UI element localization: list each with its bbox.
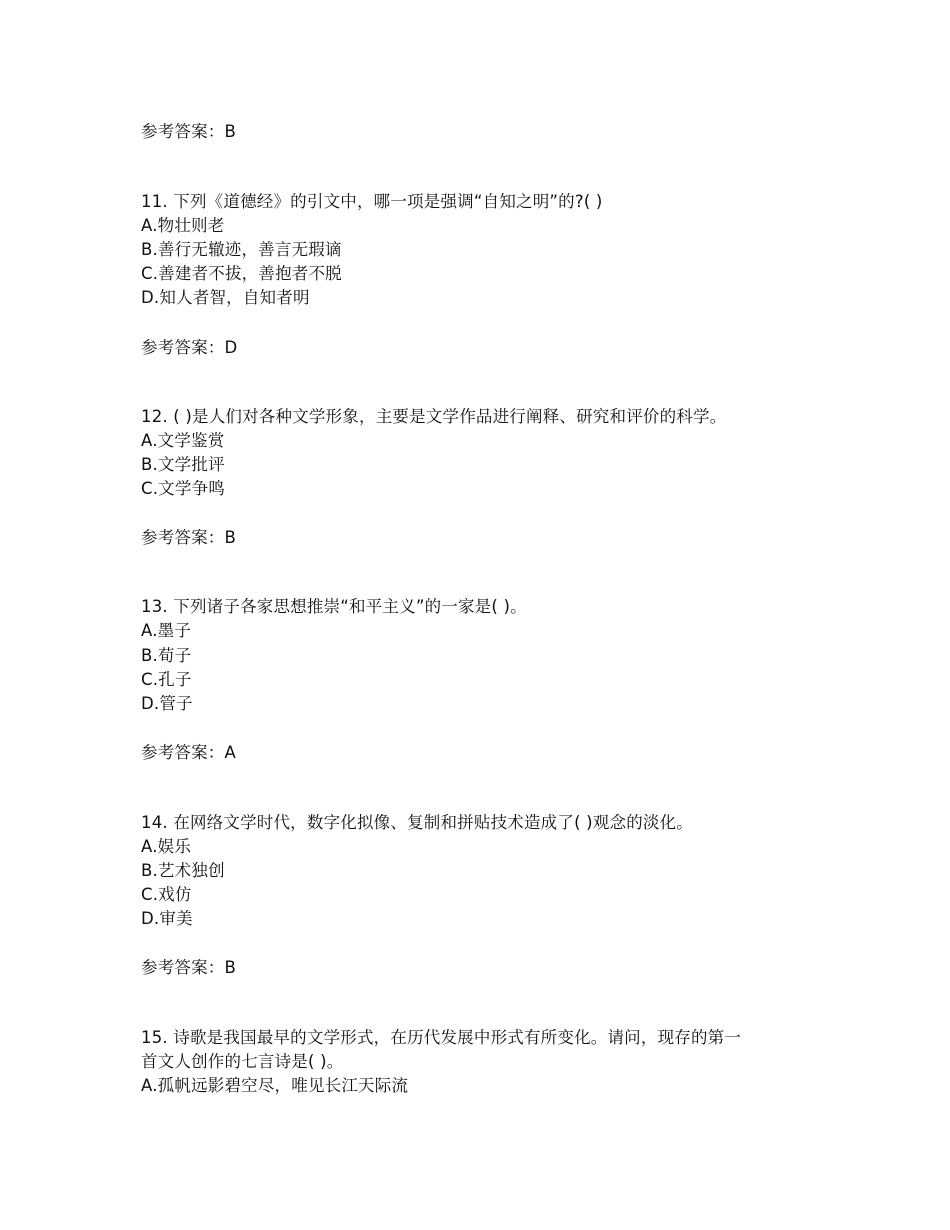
question-11-option-b: B.善行无辙迹，善言无瑕谪 <box>141 240 342 259</box>
question-13-option-d: D.管子 <box>141 694 193 713</box>
question-14-option-c: C.戏仿 <box>141 885 192 904</box>
question-13-option-b: B.荀子 <box>141 646 192 665</box>
question-11-option-a: A.物壮则老 <box>141 216 225 235</box>
question-13-stem: 13. 下列诸子各家思想推崇“和平主义”的一家是( )。 <box>141 597 527 616</box>
question-12-stem: 12. ( )是人们对各种文学形象，主要是文学作品进行阐释、研究和评价的科学。 <box>141 407 727 426</box>
question-11-option-d: D.知人者智，自知者明 <box>141 288 310 307</box>
question-15-stem-line-1: 15. 诗歌是我国最早的文学形式，在历代发展中形式有所变化。请问，现存的第一 <box>141 1028 742 1047</box>
question-14-answer: 参考答案：B <box>141 958 237 977</box>
question-12-option-b: B.文学批评 <box>141 455 225 474</box>
question-13-option-a: A.墨子 <box>141 621 192 640</box>
question-14-option-b: B.艺术独创 <box>141 861 225 880</box>
question-15-option-a: A.孤帆远影碧空尽，唯见长江天际流 <box>141 1076 409 1095</box>
question-14-stem: 14. 在网络文学时代，数字化拟像、复制和拼贴技术造成了( )观念的淡化。 <box>141 813 694 832</box>
question-13-option-c: C.孔子 <box>141 670 192 689</box>
question-14-option-d: D.审美 <box>141 909 193 928</box>
question-12-option-c: C.文学争鸣 <box>141 479 225 498</box>
question-12-option-a: A.文学鉴赏 <box>141 431 225 450</box>
question-14-option-a: A.娱乐 <box>141 837 192 856</box>
question-11-option-c: C.善建者不拔，善抱者不脱 <box>141 264 342 283</box>
question-12-answer: 参考答案：B <box>141 528 237 547</box>
answer-prev: 参考答案：B <box>141 122 237 141</box>
question-11-answer: 参考答案：D <box>141 338 238 357</box>
question-15-stem-line-2: 首文人创作的七言诗是( )。 <box>141 1052 344 1071</box>
question-13-answer: 参考答案：A <box>141 743 236 762</box>
question-11-stem: 11. 下列《道德经》的引文中，哪一项是强调“自知之明”的?( ) <box>141 192 603 211</box>
